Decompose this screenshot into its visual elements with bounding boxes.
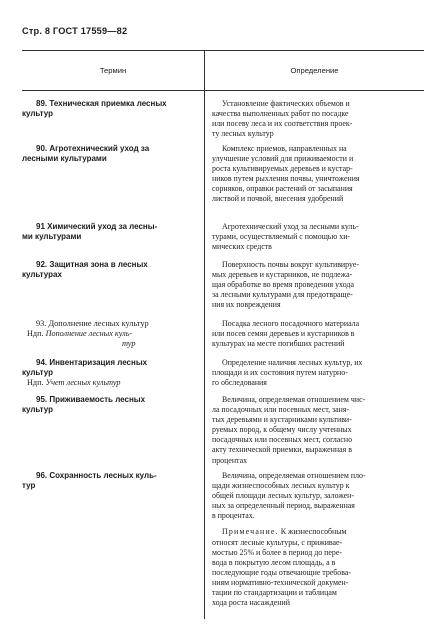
note-line: относят лесные культуры, с приживае-	[212, 537, 343, 547]
ndp-term: Пополнение лесных куль-	[45, 329, 133, 339]
column-divider	[204, 51, 205, 619]
definition-line: ников путем рыхления почвы, уничтожения	[212, 174, 360, 184]
definition-90	[212, 144, 418, 205]
definition-line: листвой и почвой, внесения удобрений	[212, 194, 344, 204]
definition-line: Агротехнический уход за лесными куль-	[222, 222, 359, 231]
definition-91	[212, 222, 418, 252]
column-header-term: Термин	[99, 66, 127, 75]
note-label: Примечание.	[222, 527, 279, 537]
definition-line: сорняков, оправки растений от засыпания	[212, 184, 353, 194]
definition-line: мых деревьев и кустарников, не подлежа-	[212, 270, 353, 280]
note-line: мостью 25% и более в период до пере-	[212, 547, 342, 557]
definition-line: Величина, определяемая отношением чис-	[222, 395, 366, 404]
definition-94	[212, 358, 418, 388]
ndp-prefix: Ндп.	[27, 378, 44, 388]
note-line	[212, 527, 418, 537]
definition-line: тых деревьями и кустарниками культиви-	[212, 415, 352, 425]
term-94	[22, 358, 198, 389]
term-line: 93. Дополнение лесных культур	[36, 319, 149, 328]
term-line: культурах	[22, 270, 62, 280]
definition-92	[212, 260, 418, 310]
term-line: культур	[22, 405, 53, 415]
term-95	[22, 395, 198, 415]
definition-96	[212, 471, 418, 608]
column-header-definition: Определение	[290, 66, 339, 75]
definition-line: площади и их состояния путем натурно-	[212, 368, 348, 378]
term-92	[22, 260, 198, 280]
definition-95	[212, 395, 418, 466]
definition-line: процентах	[212, 455, 248, 465]
definition-line: посадочных или посевных мест, согласно	[212, 435, 353, 445]
note-line: хода роста насаждений	[212, 598, 290, 608]
term-90	[22, 144, 198, 164]
definition-line: Величина, определяемая отношением пло-	[222, 471, 366, 480]
definition-line: щади жизнеспособных лесных культур к	[212, 481, 350, 491]
term-line: 90. Агротехнический уход за	[36, 144, 150, 153]
ndp-line	[22, 378, 198, 388]
note-line: последующие годы отвечающие требова-	[212, 567, 351, 577]
term-93	[22, 319, 198, 350]
definition-line: щая обработке во время проведения ухода	[212, 280, 354, 290]
definition-line: турами, осуществляемый с помощью хи-	[212, 232, 351, 242]
definition-line: улучшение условий для приживаемости и	[212, 154, 354, 164]
definition-line: или посеву леса и их соответствия проек-	[212, 119, 353, 129]
page-header: Стр. 8 ГОСТ 17559—82	[22, 26, 128, 36]
definition-line: Определение наличия лесных культур, их	[222, 358, 363, 367]
definition-line: качества выполненных работ по посадке	[212, 109, 349, 119]
header-divider	[22, 90, 424, 91]
term-89	[22, 99, 198, 119]
definition-line: руемых пород, к общему числу учтенных	[212, 425, 352, 435]
definition-line: ния их повреждения	[212, 300, 281, 310]
definition-line: или посев семян деревьев и кустарников в	[212, 329, 355, 339]
ndp-prefix: Ндп.	[27, 329, 44, 339]
definition-line: го обследования	[212, 378, 267, 388]
note-line: вода в покрытую лесом площадь, а в	[212, 557, 336, 567]
definition-line: мических средств	[212, 242, 272, 252]
definition-line: культурах на месте погибших растений	[212, 339, 345, 349]
term-96	[22, 471, 198, 491]
definition-line: Посадка лесного посадочного материала	[222, 319, 360, 328]
term-line: 91 Химический уход за лесны-	[36, 222, 158, 231]
definition-line: Поверхность почвы вокруг культивируе-	[222, 260, 359, 269]
term-line: культур	[22, 109, 53, 119]
term-line: 94. Инвентаризация лесных	[36, 358, 148, 367]
definition-89	[212, 99, 418, 139]
term-line: культур	[22, 368, 53, 378]
ndp-term: Учет лесных культур	[45, 378, 121, 388]
definition-line: ных за определенный период, выраженная	[212, 501, 355, 511]
definition-line: за лесными культурами для предотвраще-	[212, 290, 353, 300]
note-text: К жизнеспособным	[280, 527, 347, 537]
definition-line: ту лесных культур	[212, 129, 274, 139]
terms-table	[22, 50, 424, 619]
term-line: 92. Защитная зона в лесных	[36, 260, 148, 269]
term-line: лесными культурами	[22, 154, 107, 164]
definition-93	[212, 319, 418, 349]
ndp-line	[22, 329, 198, 339]
note-line: тации по стандартизации и таблицам	[212, 588, 337, 598]
term-91	[22, 222, 198, 242]
note-line: ниям нормативно-технической докумен-	[212, 577, 349, 587]
definition-line: Комплекс приемов, направленных на	[222, 144, 347, 153]
definition-line: ла посадочных или посевных мест, заня-	[212, 405, 350, 415]
term-line: 96. Сохранность лесных куль-	[36, 471, 157, 480]
ndp-term: тур	[122, 339, 136, 349]
term-line: 95. Приживаемость лесных	[36, 395, 146, 404]
definition-line: акту технической приемки, выраженная в	[212, 445, 352, 455]
term-line: ми культурами	[22, 232, 82, 242]
definition-line: Установление фактических объемов и	[222, 99, 350, 108]
definition-line: в процентах.	[212, 511, 255, 521]
term-line: 89. Техническая приемка лесных	[36, 99, 167, 108]
definition-line: роста культивируемых деревьев и кустар-	[212, 164, 353, 174]
term-line: тур	[22, 481, 36, 491]
definition-line: общей площади лесных культур, заложен-	[212, 491, 355, 501]
